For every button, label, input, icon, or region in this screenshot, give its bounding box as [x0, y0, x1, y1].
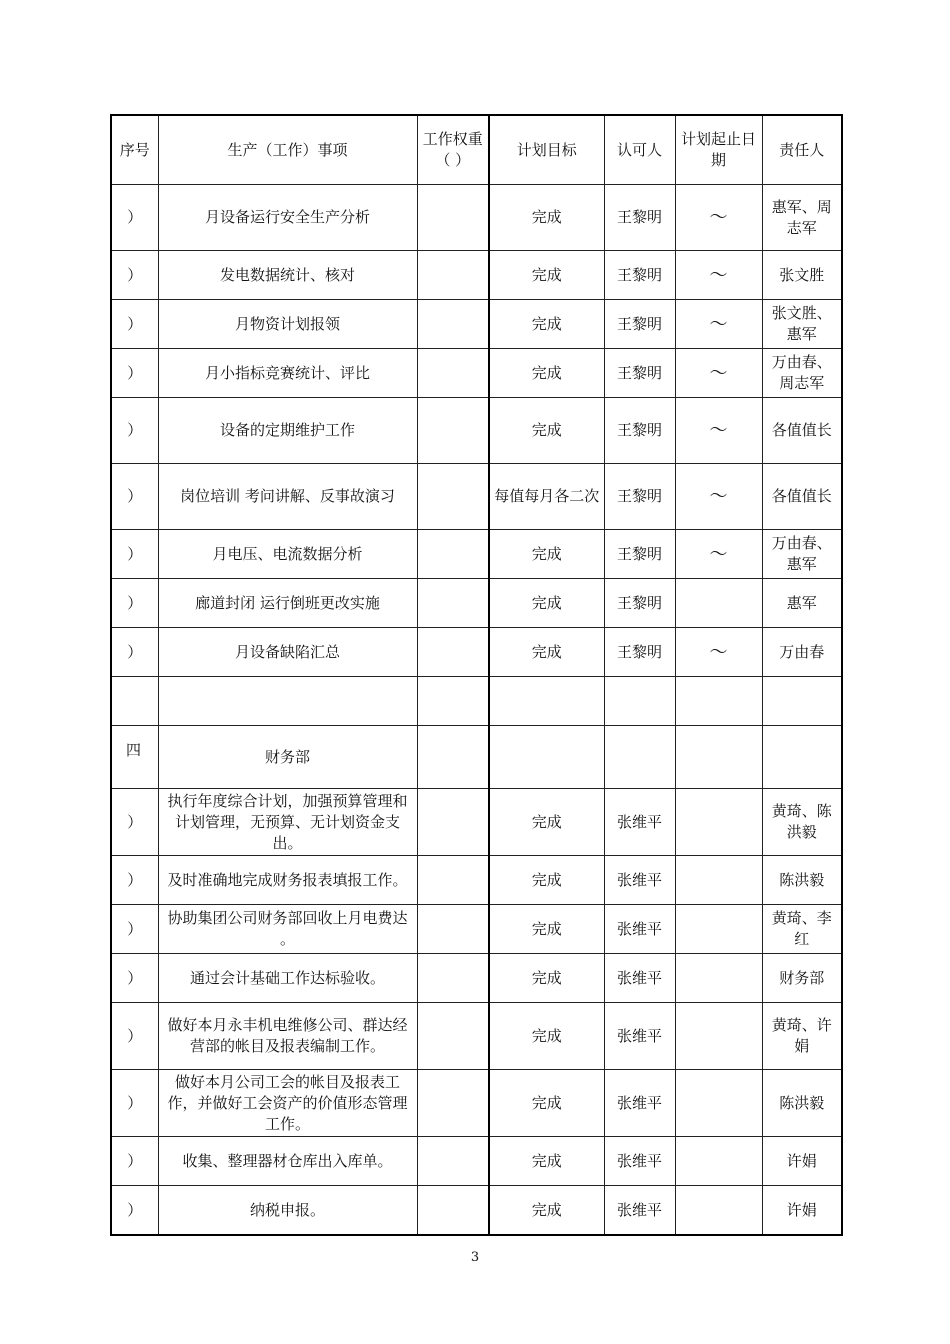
cell-item: 通过会计基础工作达标验收。: [158, 954, 417, 1003]
table-row: [111, 1186, 842, 1236]
cell-target: 完成: [489, 954, 604, 1003]
cell-approver: 张维平: [604, 1186, 675, 1236]
cell-weight: [417, 349, 489, 398]
cell-period: [675, 789, 762, 856]
cell-weight: [417, 905, 489, 954]
cell-target: 完成: [489, 905, 604, 954]
cell-period: ～: [675, 185, 762, 251]
cell-owner: 黄琦、许娟: [762, 1003, 842, 1070]
cell-owner: 陈洪毅: [762, 1070, 842, 1137]
table-row: [111, 905, 842, 954]
table-row: [111, 789, 842, 856]
cell-weight: [417, 464, 489, 530]
cell-weight: [417, 1186, 489, 1236]
cell-approver: [604, 726, 675, 789]
cell-seq: ）: [111, 1137, 158, 1186]
cell-approver: 王黎明: [604, 300, 675, 349]
cell-target: 完成: [489, 349, 604, 398]
cell-target: 完成: [489, 628, 604, 677]
cell-item: 月设备缺陷汇总: [158, 628, 417, 677]
header-owner: 责任人: [762, 115, 842, 185]
cell-approver: 王黎明: [604, 185, 675, 251]
cell-item: 设备的定期维护工作: [158, 398, 417, 464]
cell-period: [675, 726, 762, 789]
table-row: [111, 628, 842, 677]
cell-weight: [417, 726, 489, 789]
cell-weight: [417, 579, 489, 628]
cell-seq: ）: [111, 1186, 158, 1236]
cell-seq: ）: [111, 1003, 158, 1070]
cell-item: 廊道封闭 运行倒班更改实施: [158, 579, 417, 628]
cell-item: 纳税申报。: [158, 1186, 417, 1236]
cell-owner: 黄琦、李红: [762, 905, 842, 954]
cell-seq: ）: [111, 954, 158, 1003]
table-row: [111, 579, 842, 628]
cell-weight: [417, 530, 489, 579]
cell-item: 做好本月公司工会的帐目及报表工作，并做好工会资产的价值形态管理工作。: [158, 1070, 417, 1137]
cell-approver: [604, 677, 675, 726]
cell-period: [675, 856, 762, 905]
cell-approver: 王黎明: [604, 398, 675, 464]
cell-seq: ）: [111, 530, 158, 579]
header-period: 计划起止日期: [675, 115, 762, 185]
cell-period: ～: [675, 530, 762, 579]
table-row: [111, 1137, 842, 1186]
cell-weight: [417, 628, 489, 677]
cell-period: [675, 905, 762, 954]
cell-approver: 王黎明: [604, 349, 675, 398]
cell-target: 完成: [489, 398, 604, 464]
cell-seq: ）: [111, 251, 158, 300]
cell-weight: [417, 1070, 489, 1137]
cell-owner: 黄琦、陈洪毅: [762, 789, 842, 856]
cell-owner: 张文胜、惠军: [762, 300, 842, 349]
cell-target: 每值每月各二次: [489, 464, 604, 530]
table-row: [111, 398, 842, 464]
cell-item: [158, 677, 417, 726]
cell-weight: [417, 856, 489, 905]
cell-period: ～: [675, 398, 762, 464]
page-number: 3: [470, 1250, 480, 1265]
cell-target: [489, 726, 604, 789]
cell-seq: ）: [111, 579, 158, 628]
cell-seq: ）: [111, 905, 158, 954]
cell-weight: [417, 398, 489, 464]
cell-weight: [417, 1003, 489, 1070]
cell-item: 执行年度综合计划，加强预算管理和计划管理，无预算、无计划资金支出。: [158, 789, 417, 856]
cell-owner: 万由春、惠军: [762, 530, 842, 579]
cell-target: 完成: [489, 185, 604, 251]
cell-seq: ）: [111, 1070, 158, 1137]
table-row: [111, 530, 842, 579]
cell-approver: 张维平: [604, 789, 675, 856]
work-plan-table: [110, 114, 843, 1236]
header-approver: 认可人: [604, 115, 675, 185]
cell-period: ～: [675, 251, 762, 300]
cell-seq: ）: [111, 300, 158, 349]
cell-period: [675, 677, 762, 726]
table-row: [111, 464, 842, 530]
header-item: 生产（工作）事项: [158, 115, 417, 185]
cell-seq: 四: [111, 726, 158, 789]
cell-item: 及时准确地完成财务报表填报工作。: [158, 856, 417, 905]
cell-owner: 张文胜: [762, 251, 842, 300]
cell-approver: 张维平: [604, 1003, 675, 1070]
cell-approver: 王黎明: [604, 251, 675, 300]
cell-item: 岗位培训 考问讲解、反事故演习: [158, 464, 417, 530]
cell-period: ～: [675, 300, 762, 349]
cell-seq: ）: [111, 856, 158, 905]
cell-owner: 惠军、周志军: [762, 185, 842, 251]
cell-approver: 张维平: [604, 856, 675, 905]
cell-owner: 陈洪毅: [762, 856, 842, 905]
cell-owner: 各值值长: [762, 398, 842, 464]
cell-approver: 王黎明: [604, 530, 675, 579]
cell-target: 完成: [489, 856, 604, 905]
cell-item: 月物资计划报领: [158, 300, 417, 349]
cell-period: ～: [675, 464, 762, 530]
cell-target: 完成: [489, 251, 604, 300]
table-row: [111, 251, 842, 300]
cell-target: 完成: [489, 300, 604, 349]
cell-target: 完成: [489, 789, 604, 856]
cell-approver: 张维平: [604, 1137, 675, 1186]
cell-period: [675, 1070, 762, 1137]
cell-item: 协助集团公司财务部回收上月电费达 。: [158, 905, 417, 954]
cell-seq: ）: [111, 185, 158, 251]
cell-target: 完成: [489, 1003, 604, 1070]
cell-owner: 惠军: [762, 579, 842, 628]
cell-seq: [111, 677, 158, 726]
cell-item: 财务部: [158, 726, 417, 789]
table-row: [111, 1003, 842, 1070]
cell-approver: 张维平: [604, 905, 675, 954]
cell-period: [675, 1137, 762, 1186]
cell-target: [489, 677, 604, 726]
cell-period: [675, 1003, 762, 1070]
cell-owner: 万由春: [762, 628, 842, 677]
table-row: [111, 185, 842, 251]
cell-owner: [762, 726, 842, 789]
cell-seq: ）: [111, 464, 158, 530]
cell-period: [675, 1186, 762, 1236]
cell-target: 完成: [489, 1137, 604, 1186]
cell-approver: 王黎明: [604, 628, 675, 677]
cell-target: 完成: [489, 1186, 604, 1236]
cell-approver: 王黎明: [604, 579, 675, 628]
cell-period: [675, 954, 762, 1003]
table-row: [111, 954, 842, 1003]
cell-owner: 万由春、周志军: [762, 349, 842, 398]
header-weight: 工作权重（ ）: [417, 115, 489, 185]
cell-seq: ）: [111, 628, 158, 677]
header-seq: 序号: [111, 115, 158, 185]
cell-weight: [417, 300, 489, 349]
cell-weight: [417, 789, 489, 856]
section-row: [111, 726, 842, 789]
cell-seq: ）: [111, 789, 158, 856]
cell-owner: 各值值长: [762, 464, 842, 530]
cell-approver: 张维平: [604, 954, 675, 1003]
cell-weight: [417, 251, 489, 300]
header-row: [111, 115, 842, 185]
cell-item: 做好本月永丰机电维修公司、群达经营部的帐目及报表编制工作。: [158, 1003, 417, 1070]
table-row: [111, 677, 842, 726]
header-target: 计划目标: [489, 115, 604, 185]
table-row: [111, 300, 842, 349]
cell-owner: 许娟: [762, 1137, 842, 1186]
cell-seq: ）: [111, 398, 158, 464]
cell-target: 完成: [489, 530, 604, 579]
cell-target: 完成: [489, 1070, 604, 1137]
cell-owner: [762, 677, 842, 726]
table-row: [111, 856, 842, 905]
cell-item: 月设备运行安全生产分析: [158, 185, 417, 251]
cell-owner: 许娟: [762, 1186, 842, 1236]
cell-target: 完成: [489, 579, 604, 628]
cell-approver: 张维平: [604, 1070, 675, 1137]
cell-weight: [417, 1137, 489, 1186]
cell-item: 收集、整理器材仓库出入库单。: [158, 1137, 417, 1186]
cell-weight: [417, 954, 489, 1003]
cell-item: 发电数据统计、核对: [158, 251, 417, 300]
cell-item: 月小指标竞赛统计、评比: [158, 349, 417, 398]
cell-owner: 财务部: [762, 954, 842, 1003]
cell-approver: 王黎明: [604, 464, 675, 530]
table-row: [111, 1070, 842, 1137]
cell-item: 月电压、电流数据分析: [158, 530, 417, 579]
cell-period: ～: [675, 349, 762, 398]
table-row: [111, 349, 842, 398]
cell-period: [675, 579, 762, 628]
cell-weight: [417, 677, 489, 726]
cell-weight: [417, 185, 489, 251]
cell-period: ～: [675, 628, 762, 677]
cell-seq: ）: [111, 349, 158, 398]
